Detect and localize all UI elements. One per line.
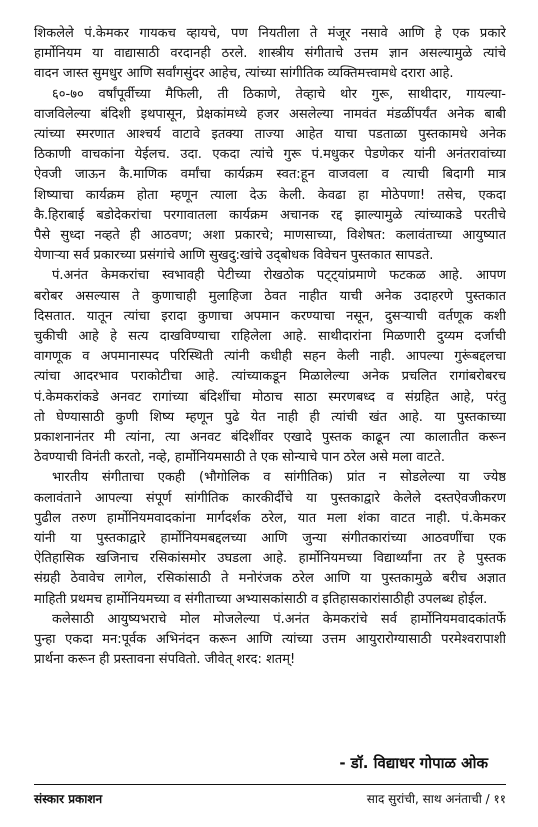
text-line: ऐतिहासिक खजिनाच रसिकांसमोर उघडला आहे. हार्मोनियमच्या विद्यार्थ्यांना तर हे पुस्तक [34, 551, 506, 567]
text-line: त्यांच्या स्मरणात आश्चर्य वाटावे इतक्या ताज्या आहेत याचा पडताळा पुस्तकामधे अनेक [34, 127, 506, 143]
preface-body [34, 24, 506, 671]
text-line: येणाऱ्या सर्व प्रकारच्या प्रसंगांचे आणि सुखदु:खांचे उद्‌बोधक विवेचन पुस्तकात सापडते. [34, 248, 434, 264]
text-line: माहिती प्रथमच हार्मोनियमच्या व संगीताच्या अभ्यासकांसाठी व इतिहासकारांसाठीही उपलब्ध होईल. [34, 591, 488, 607]
text-line: पुन्हा एकदा मन:पूर्वक अभिनंदन करून आणि त्यांच्या उत्तम आयुरारोग्यासाठी परमेश्वरापाशी [34, 632, 506, 648]
text-line: वादन जास्त सुमधुर आणि सर्वांगसुंदर आहेच, त्यांच्या सांगीतिक व्यक्तिमत्त्वामधे दरारा आहे. [34, 66, 454, 82]
text-line: कलावंताने आपल्या संपूर्ण सांगीतिक कारकीर्दीचे या पुस्तकाद्वारे केलेले दस्तऐवजीकरण [34, 490, 506, 506]
footer-book-title-page: साद सुरांची, साथ अनंताची / ११ [366, 792, 506, 806]
text-line: कै.हिराबाई बडोदेकरांचा परगावातला कार्यक्रम अचानक रद्द झाल्यामुळे त्यांच्याकडे परतीचे [34, 207, 506, 223]
paragraph [34, 85, 506, 267]
text-line: ठिकाणी वाचकांना येईलच. उदा. एकदा त्यांचे गुरू पं.मधुकर पेडणेकर यांनी अनंतरावांच्या [34, 147, 506, 163]
text-line: प्रकाशनानंतर मी त्यांना, त्या अनवट बंदिशींवर एखादे पुस्तक काढून त्या कालातीत करून [34, 430, 506, 446]
text-line: ऐवजी जाऊन कै.माणिक वर्मांचा कार्यक्रम स्वत:हून वाजवला व त्याची बिदागी मात्र [34, 167, 506, 183]
text-line: शिष्याचा कार्यक्रम होता म्हणून त्याला देऊ केली. केवढा हा मोठेपणा! तसेच, एकदा [34, 187, 506, 203]
text-line: यांनी या पुस्तकाद्वारे हार्मोनियमबद्दलच्या आणि जुन्या संगीतकारांच्या आठवणींचा एक [34, 531, 506, 547]
paragraph [34, 24, 506, 85]
text-line: ठेवण्याची विनंती करतो, नव्हे, हार्मोनियमसाठी ते एक सोन्याचे पान ठरेल असे मला वाटते. [34, 450, 446, 466]
text-line: संग्रही ठेवावेच लागेल, रसिकांसाठी ते मनोरंजक ठरेल आणि या पुस्तकामुळे बरीच अज्ञात [34, 571, 506, 587]
footer-divider [34, 784, 506, 785]
text-line: पुढील तरुण हार्मोनियमवादकांना मार्गदर्शक ठरेल, यात मला शंका वाटत नाही. पं.केमकर [34, 510, 506, 526]
text-line: दिसतात. यातून त्यांचा इरादा कुणाचा अपमान करण्याचा नसून, दुसऱ्याची वर्तणूक कशी [34, 308, 506, 324]
text-line: वागणूक व अपमानास्पद परिस्थिती त्यांनी कधीही सहन केली नाही. आपल्या गुरूंबद्दलचा [34, 349, 506, 365]
text-line: पं.अनंत केमकरांचा स्वभावही पेटीच्या रोखठोक पट्ट्यांप्रमाणे फटकळ आहे. आपण [52, 268, 506, 284]
text-line: वाजविलेल्या बंदिशी इथपासून, प्रेक्षकांमध्ये हजर असलेल्या नामवंत मंडळींपर्यंत अनेक बाबी [34, 106, 506, 122]
paragraph [34, 610, 506, 671]
text-line: पं.केमकरांकडे अनवट रागांच्या बंदिशींचा मोठाच साठा स्मरणबध्द व संग्रहित आहे, परंतु [34, 389, 506, 405]
text-line: हार्मोनियम या वाद्यासाठी वरदानही ठरले. शास्त्रीय संगीताचे उत्तम ज्ञान असल्यामुळे त्यांचे [34, 46, 506, 62]
text-line: पैसे सुध्दा नव्हते ही आठवण; अशा प्रकारचे; माणसाच्या, विशेषत: कलावंताच्या आयुष्यात [34, 228, 506, 244]
paragraph [34, 266, 506, 468]
text-line: ६०-७० वर्षांपूर्वीच्या मैफिली, ती ठिकाणे, तेव्हाचे थोर गुरू, साथीदार, गायल्या- [52, 86, 506, 102]
text-line: शिकलेले पं.केमकर गायकच व्हायचे, पण नियतीला ते मंजूर नसावे आणि हे एक प्रकारे [34, 26, 506, 41]
text-line: प्रार्थना करून ही प्रस्तावना संपवितो. जीवेत्‌ शरद: शतम्‌! [34, 652, 296, 668]
text-line: चुकीची आहे हे सत्य दाखविण्याचा राहिलेला आहे. साथीदारांना मिळणारी दुय्यम दर्जाची [34, 329, 506, 345]
text-line: तो घेण्यासाठी कुणी शिष्य म्हणून पुढे येत नाही ही त्यांची खंत आहे. या पुस्तकाच्या [34, 409, 506, 425]
author-signature: - डॉ. विद्याधर गोपाळ ओक [339, 754, 488, 772]
paragraph [34, 468, 506, 609]
text-line: बरोबर असल्यास ते कुणाचाही मुलाहिजा ठेवत नाहीत याची अनेक उदाहरणे पुस्तकात [34, 288, 506, 304]
text-line: कलेसाठी आयुष्यभराचे मोल मोजलेल्या पं.अनंत केमकरांचे सर्व हार्मोनियमवादकांतर्फे [52, 611, 506, 627]
text-line: त्यांचा आदरभाव पराकोटीचा आहे. त्यांच्याकडून मिळालेल्या अनेक प्रचलित रागांबरोबरच [34, 369, 506, 385]
footer-publisher: संस्कार प्रकाशन [34, 792, 103, 806]
text-line: भारतीय संगीताचा एकही (भौगोलिक व सांगीतिक) प्रांत न सोडलेल्या या ज्येष्ठ [52, 470, 506, 486]
